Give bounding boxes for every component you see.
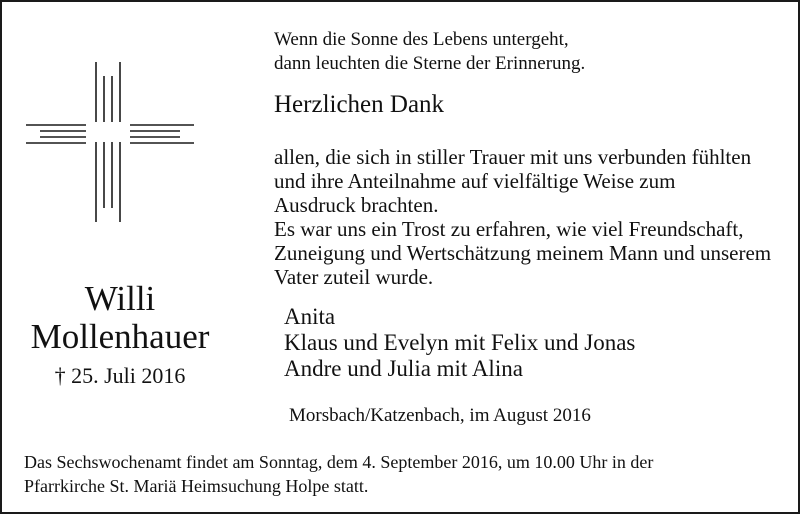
thanks-line: Zuneigung und Wertschätzung meinem Mann und unserem xyxy=(274,241,772,265)
motto xyxy=(274,28,585,76)
deceased-block xyxy=(22,280,218,390)
place-date: Morsbach/Katzenbach, im August 2016 xyxy=(289,405,591,426)
family-line: Klaus und Evelyn mit Felix und Jonas xyxy=(284,330,636,355)
thanks-line: allen, die sich in stiller Trauer mit uns verbunden fühlten xyxy=(274,145,752,169)
family-line: Andre und Julia mit Alina xyxy=(284,356,523,381)
thanks-line: und ihre Anteilnahme auf vielfältige Weise zum xyxy=(274,169,676,193)
service-notice xyxy=(24,450,653,498)
thanks-line: Vater zuteil wurde. xyxy=(274,265,434,289)
service-notice-line: Das Sechswochenamt findet am Sonntag, dem 4. September 2016, um 10.00 Uhr in der xyxy=(24,452,654,472)
death-date: † 25. Juli 2016 xyxy=(54,363,186,388)
family-line: Anita xyxy=(284,304,336,329)
thanks-text xyxy=(274,145,771,289)
headline: Herzlichen Dank xyxy=(274,91,445,118)
thanks-line: Ausdruck brachten. xyxy=(274,193,439,217)
motto-line: dann leuchten die Sterne der Erinnerung. xyxy=(274,53,586,74)
family-signatures xyxy=(284,304,635,382)
line-cross-icon xyxy=(26,62,194,222)
motto-line: Wenn die Sonne des Lebens untergeht, xyxy=(274,29,569,50)
thanks-line: Es war uns ein Trost zu erfahren, wie viel Freundschaft, xyxy=(274,217,744,241)
deceased-first-name: Willi xyxy=(84,279,156,318)
service-notice-line: Pfarrkirche St. Mariä Heimsuchung Holpe statt. xyxy=(24,476,369,496)
deceased-last-name: Mollenhauer xyxy=(30,317,210,356)
